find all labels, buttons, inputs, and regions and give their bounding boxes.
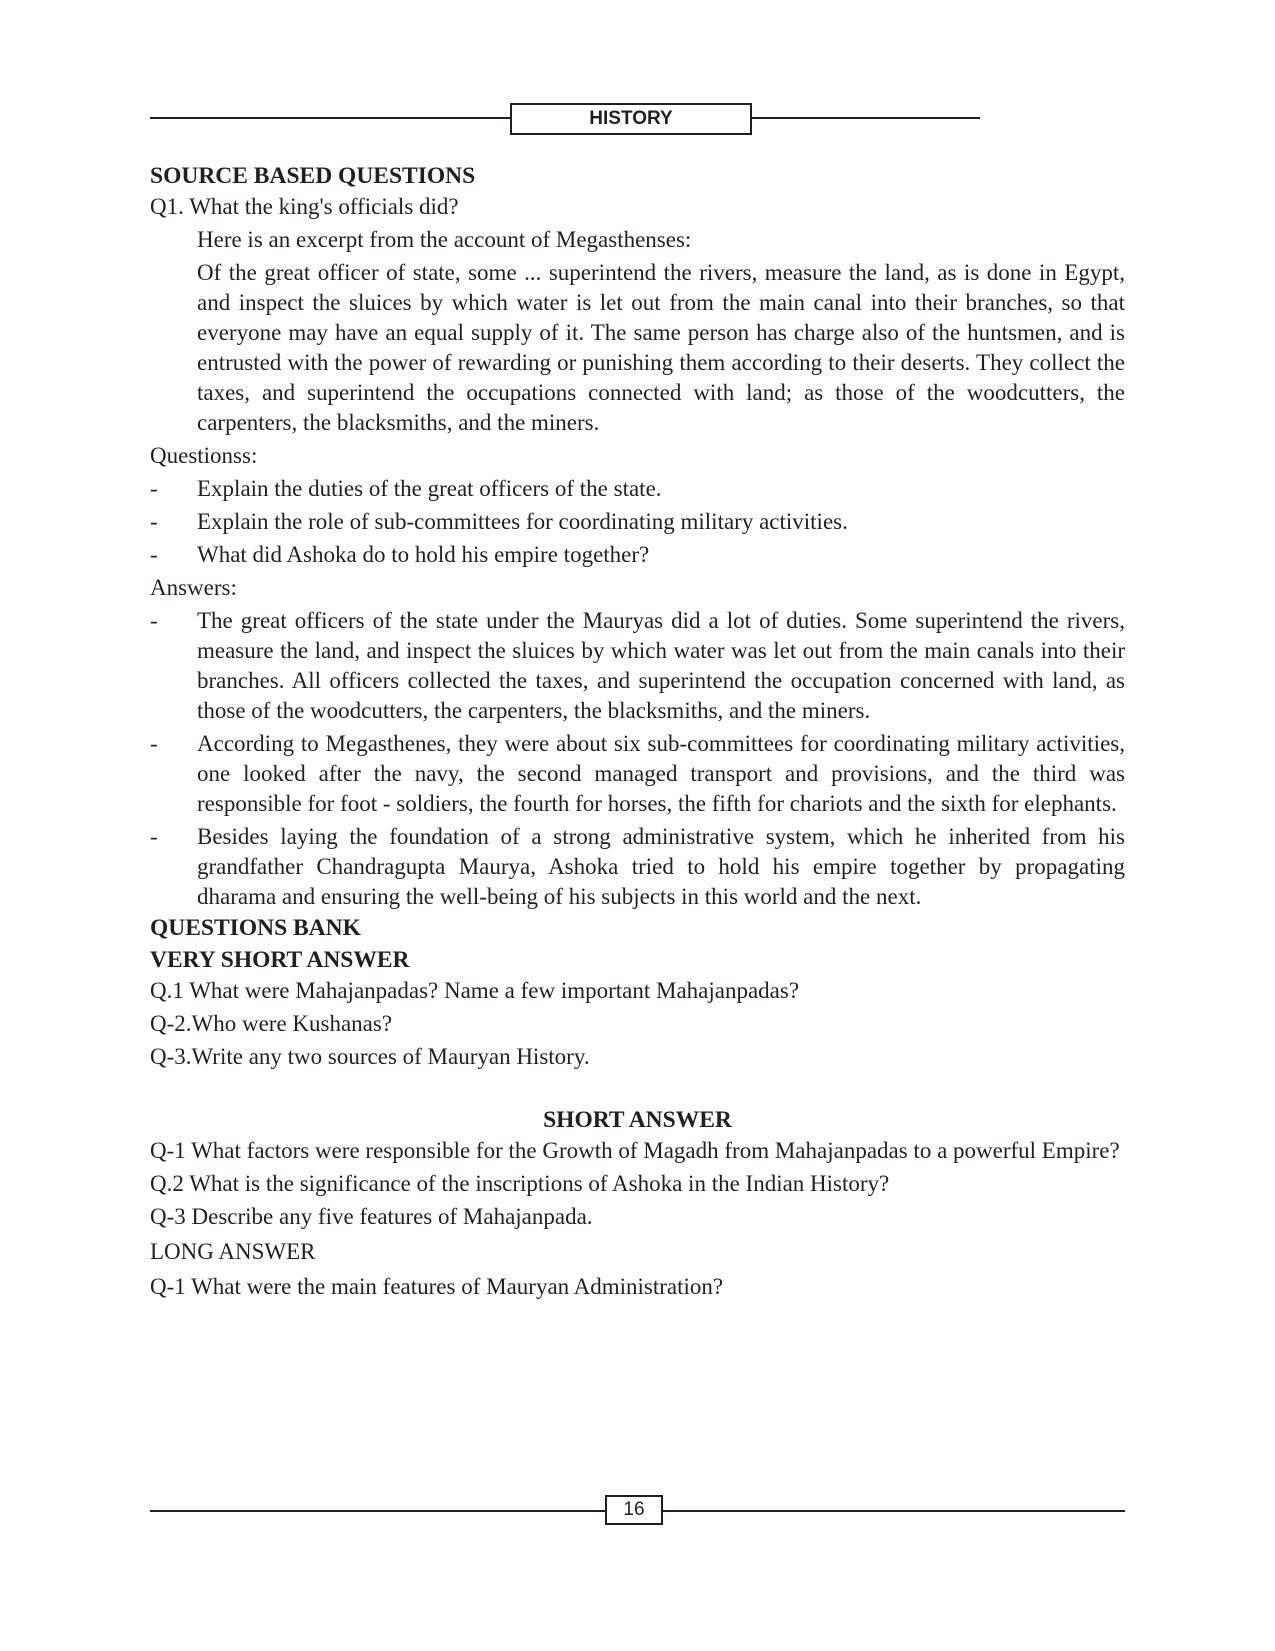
questions-label: Questionss: bbox=[150, 443, 258, 468]
excerpt-text: Of the great officer of state, some ... superintend the rivers, measure the land, as is done in Egypt, and inspect the sluices by which water is let out from the main canal into their branches, so that everyone may have an equal supply of it. The same person has charge also of the huntsmen, and is entrusted with the power of rewarding or punishing them according to their deserts. They collect the taxes, and superintend the occupations connected with land; as those of the woodcutters, the carpenters, the blacksmiths, and the miners. bbox=[197, 260, 1125, 435]
answer-text: The great officers of the state under the Mauryas did a lot of duties. Some superintend the rivers, measure the land, and inspect the sluices by which water was let out from the main canals into their branches. All officers collected the taxes, and superintend the occupation concerned with land, as those of the woodcutters, the carpenters, the blacksmiths, and the miners. bbox=[197, 608, 1125, 723]
list-dash: - bbox=[150, 731, 158, 756]
sa-question: Q-1 What factors were responsible for the Growth of Magadh from Mahajanpadas to a powerful Empire? bbox=[150, 1138, 1120, 1163]
list-dash: - bbox=[150, 509, 158, 534]
answer-item bbox=[150, 606, 1125, 726]
list-dash: - bbox=[150, 824, 158, 849]
question-item bbox=[150, 507, 1125, 537]
answer-item bbox=[150, 729, 1125, 819]
question-text: Explain the role of sub-committees for coordinating military activities. bbox=[197, 509, 848, 534]
footer-rule-right bbox=[663, 1510, 1125, 1512]
sa-question: Q-3 Describe any five features of Mahajanpada. bbox=[150, 1204, 593, 1229]
question-text: Explain the duties of the great officers of the state. bbox=[197, 476, 662, 501]
excerpt-intro: Here is an excerpt from the account of Megasthenses: bbox=[197, 227, 692, 252]
question-1-title: Q1. What the king's officials did? bbox=[150, 194, 459, 219]
answer-text: Besides laying the foundation of a strong administrative system, which he inherited from his grandfather Chandragupta Maurya, Ashoka tried to hold his empire together by propagating dharama and ensuring the well-being of his subjects in this world and the next. bbox=[197, 824, 1125, 909]
sa-question: Q.2 What is the significance of the inscriptions of Ashoka in the Indian History? bbox=[150, 1171, 890, 1196]
vsa-question: Q-2.Who were Kushanas? bbox=[150, 1011, 393, 1036]
section-heading-long: LONG ANSWER bbox=[150, 1239, 316, 1264]
answers-label: Answers: bbox=[150, 575, 237, 600]
list-dash: - bbox=[150, 542, 158, 567]
list-dash: - bbox=[150, 608, 158, 633]
la-question: Q-1 What were the main features of Mauryan Administration? bbox=[150, 1274, 724, 1299]
vsa-question: Q-3.Write any two sources of Mauryan History. bbox=[150, 1044, 590, 1069]
answer-text: According to Megasthenes, they were about six sub-committees for coordinating military activities, one looked after the navy, the second managed transport and provisions, and the third was responsible for foot - soldiers, the fourth for horses, the fifth for chariots and the sixth for elephants. bbox=[197, 731, 1125, 816]
answer-item bbox=[150, 822, 1125, 912]
list-dash: - bbox=[150, 476, 158, 501]
question-item bbox=[150, 540, 1125, 570]
header-rule-left bbox=[150, 117, 510, 119]
page-number: 16 bbox=[605, 1495, 663, 1525]
header-rule-right bbox=[752, 117, 980, 119]
footer-rule-left bbox=[150, 1510, 605, 1512]
page-content bbox=[150, 160, 1125, 1302]
question-item bbox=[150, 474, 1125, 504]
section-heading-short: SHORT ANSWER bbox=[543, 1107, 732, 1133]
header-title: HISTORY bbox=[510, 103, 752, 135]
vsa-question: Q.1 What were Mahajanpadas? Name a few important Mahajanpadas? bbox=[150, 978, 800, 1003]
section-heading-questions-bank: QUESTIONS BANK bbox=[150, 915, 361, 941]
section-heading-very-short: VERY SHORT ANSWER bbox=[150, 947, 410, 973]
section-heading-source-based: SOURCE BASED QUESTIONS bbox=[150, 163, 476, 189]
question-text: What did Ashoka do to hold his empire together? bbox=[197, 542, 650, 567]
